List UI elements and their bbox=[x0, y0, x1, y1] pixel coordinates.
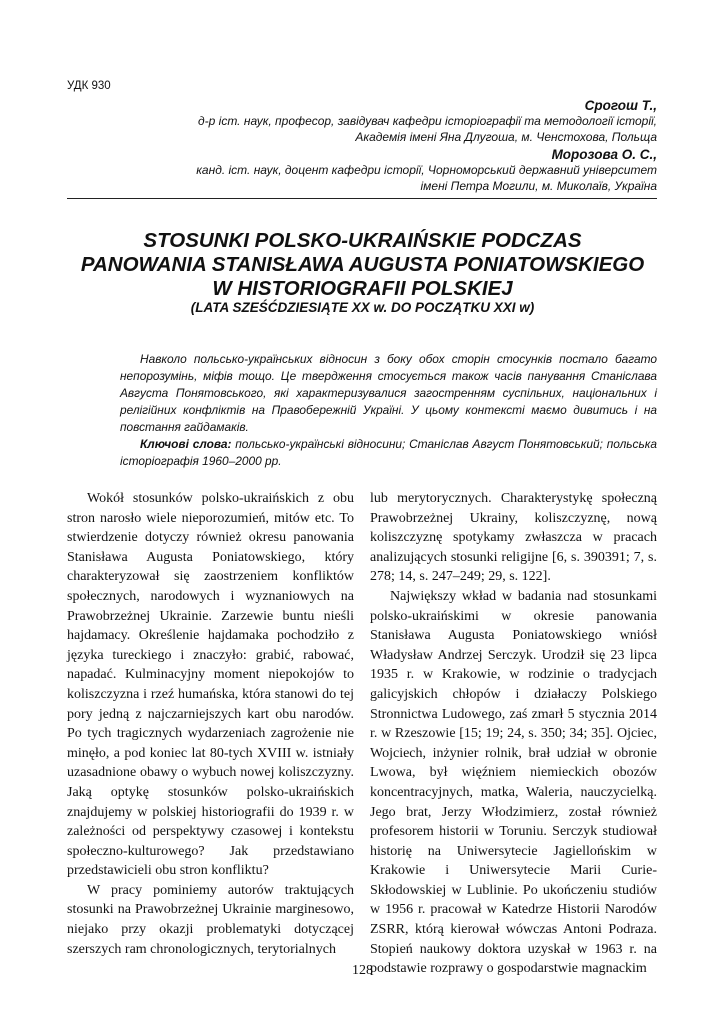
author-affiliation-line: д-р іст. наук, професор, завідувач кафедри історіографії та методології історії, bbox=[198, 114, 657, 128]
page-number: 128 bbox=[352, 963, 373, 978]
udc-code: УДК 930 bbox=[67, 80, 111, 92]
title-line: W HISTORIOGRAFII POLSKIEJ bbox=[212, 277, 513, 300]
body-column-right bbox=[370, 489, 657, 979]
keywords-list: польсько-українські відносини; Станіслав Август Понятовський; польська історіографія 1960–2000 рр. bbox=[120, 437, 657, 468]
author-block-1 bbox=[198, 98, 657, 145]
author-affiliation-line: Академія імені Яна Длугоша, м. Ченстохова, Польща bbox=[355, 130, 657, 144]
body-paragraph: W pracy pominiemy autorów traktujących stosunki na Prawobrzeżnej Ukrainie marginesowo, niejako przy okazji problematyki dotyczącej szerszych ram chronologicznych, terytorialnych bbox=[67, 882, 354, 957]
title-line: STOSUNKI POLSKO-UKRAIŃSKIE PODCZAS bbox=[143, 229, 582, 252]
keywords-label: Ключові слова: bbox=[140, 437, 232, 451]
article-title bbox=[60, 229, 665, 301]
author-block-2 bbox=[196, 147, 657, 194]
abstract-text: Навколо польсько-українських відносин з боку обох сторін стосунків постало багато непорозумінь, міфів тощо. Це твердження стосується також часів панування Станіслава Августа Понятовського, які характеризувалися загостренням суспільних, національних і релігійних конфліктів на Правобережній Україні. У цьому контексті маємо дивитись і на повстання гайдамаків. bbox=[120, 352, 657, 434]
author-affiliation-line: імені Петра Могили, м. Миколаїв, Україна bbox=[420, 179, 657, 193]
body-paragraph: Największy wkład w badania nad stosunkami polsko-ukraińskimi w okresie panowania Stanisława Augusta Poniatowskiego wniósł Władysław Andrzej Serczyk. Urodził się 23 lipca 1935 r. w Krakowie, w rodzinie o tradycjach galicyjskich chłopów i działaczy Polskiego Stronnictwa Ludowego, zaś zmarł 5 stycznia 2014 r. w Rzeszowie [15; 19; 24, s. 350; 34; 35]. Ojciec, Wojciech, inżynier rolnik, brał udział w obronie Lwowa, był więźniem niemieckich obozów koncentracyjnych, matka, Waleria, nauczycielką. Jego brat, Jerzy Włodzimierz, został również profesorem historii w Toruniu. Serczyk studiował historię na Uniwersytecie Jagiellońskim w Krakowie i Uniwersytecie Marii Curie-Skłodowskiej w Lublinie. Po ukończeniu studiów w 1956 r. pracował w Katedrze Historii Narodów ZSRR, którą kierował wówczas Antoni Podraza. Stopień naukowy doktora uzyskał w 1963 r. na podstawie rozprawy o gospodarstwie magnackim bbox=[370, 588, 657, 977]
author-name: Срогош Т., bbox=[584, 98, 657, 113]
body-column-left bbox=[67, 489, 354, 959]
body-paragraph: Wokół stosunków polsko-ukraińskich z obu stron narosło wiele nieporozumień, mitów etc. To stwierdzenie dotyczy również okresu panowania Stanisława Augusta Poniatowskiego, który charakteryzował się zaostrzeniem konfliktów społecznych, narodowych i wyznaniowych na Prawobrzeżnej Ukrainie. Zarzewie buntu nieśli hajdamacy. Określenie hajdamaka pochodziło z języka tureckiego i znaczyło: grabić, rabować, napadać. Kulminacyjny moment niepokojów to koliszczyzna i rzeź humańska, która stanowi do tej pory jedną z najczarniejszych kart obu narodów. Po tych tragicznych wydarzeniach zagrożenie nie minęło, a pod koniec lat 80-tych XVIII w. istniały uzasadnione obawy o wybuch nowej koliszczyzny. Jaką optykę stosunków polsko-ukraińskich znajdujemy w polskiej historiografii do 1939 r. w zależności od perspektywy czasowej i kontekstu społeczno-kulturowego? Jak przedstawiano przedstawicieli obu stron konfliktu? bbox=[67, 491, 354, 879]
header-divider bbox=[67, 198, 657, 199]
abstract bbox=[120, 351, 657, 470]
title-line: PANOWANIA STANISŁAWA AUGUSTA PONIATOWSKIEGO bbox=[80, 253, 645, 276]
author-affiliation-line: канд. іст. наук, доцент кафедри історії, Чорноморський державний університет bbox=[196, 163, 657, 177]
body-paragraph: lub merytorycznych. Charakterystykę społeczną Prawobrzeżnej Ukrainy, koliszczyznę, nową koliszczyznę spotykamy zwłaszcza w pracach analizujących stosunki religijne [6, s. 390391; 7, s. 278; 14, s. 247–249; 29, s. 122]. bbox=[370, 491, 657, 585]
keywords bbox=[120, 436, 657, 470]
author-name: Морозова О. С., bbox=[551, 147, 657, 162]
article-subtitle: (LATA SZEŚĆDZIESIĄTE XX w. DO POCZĄTKU XXI w) bbox=[190, 300, 535, 315]
